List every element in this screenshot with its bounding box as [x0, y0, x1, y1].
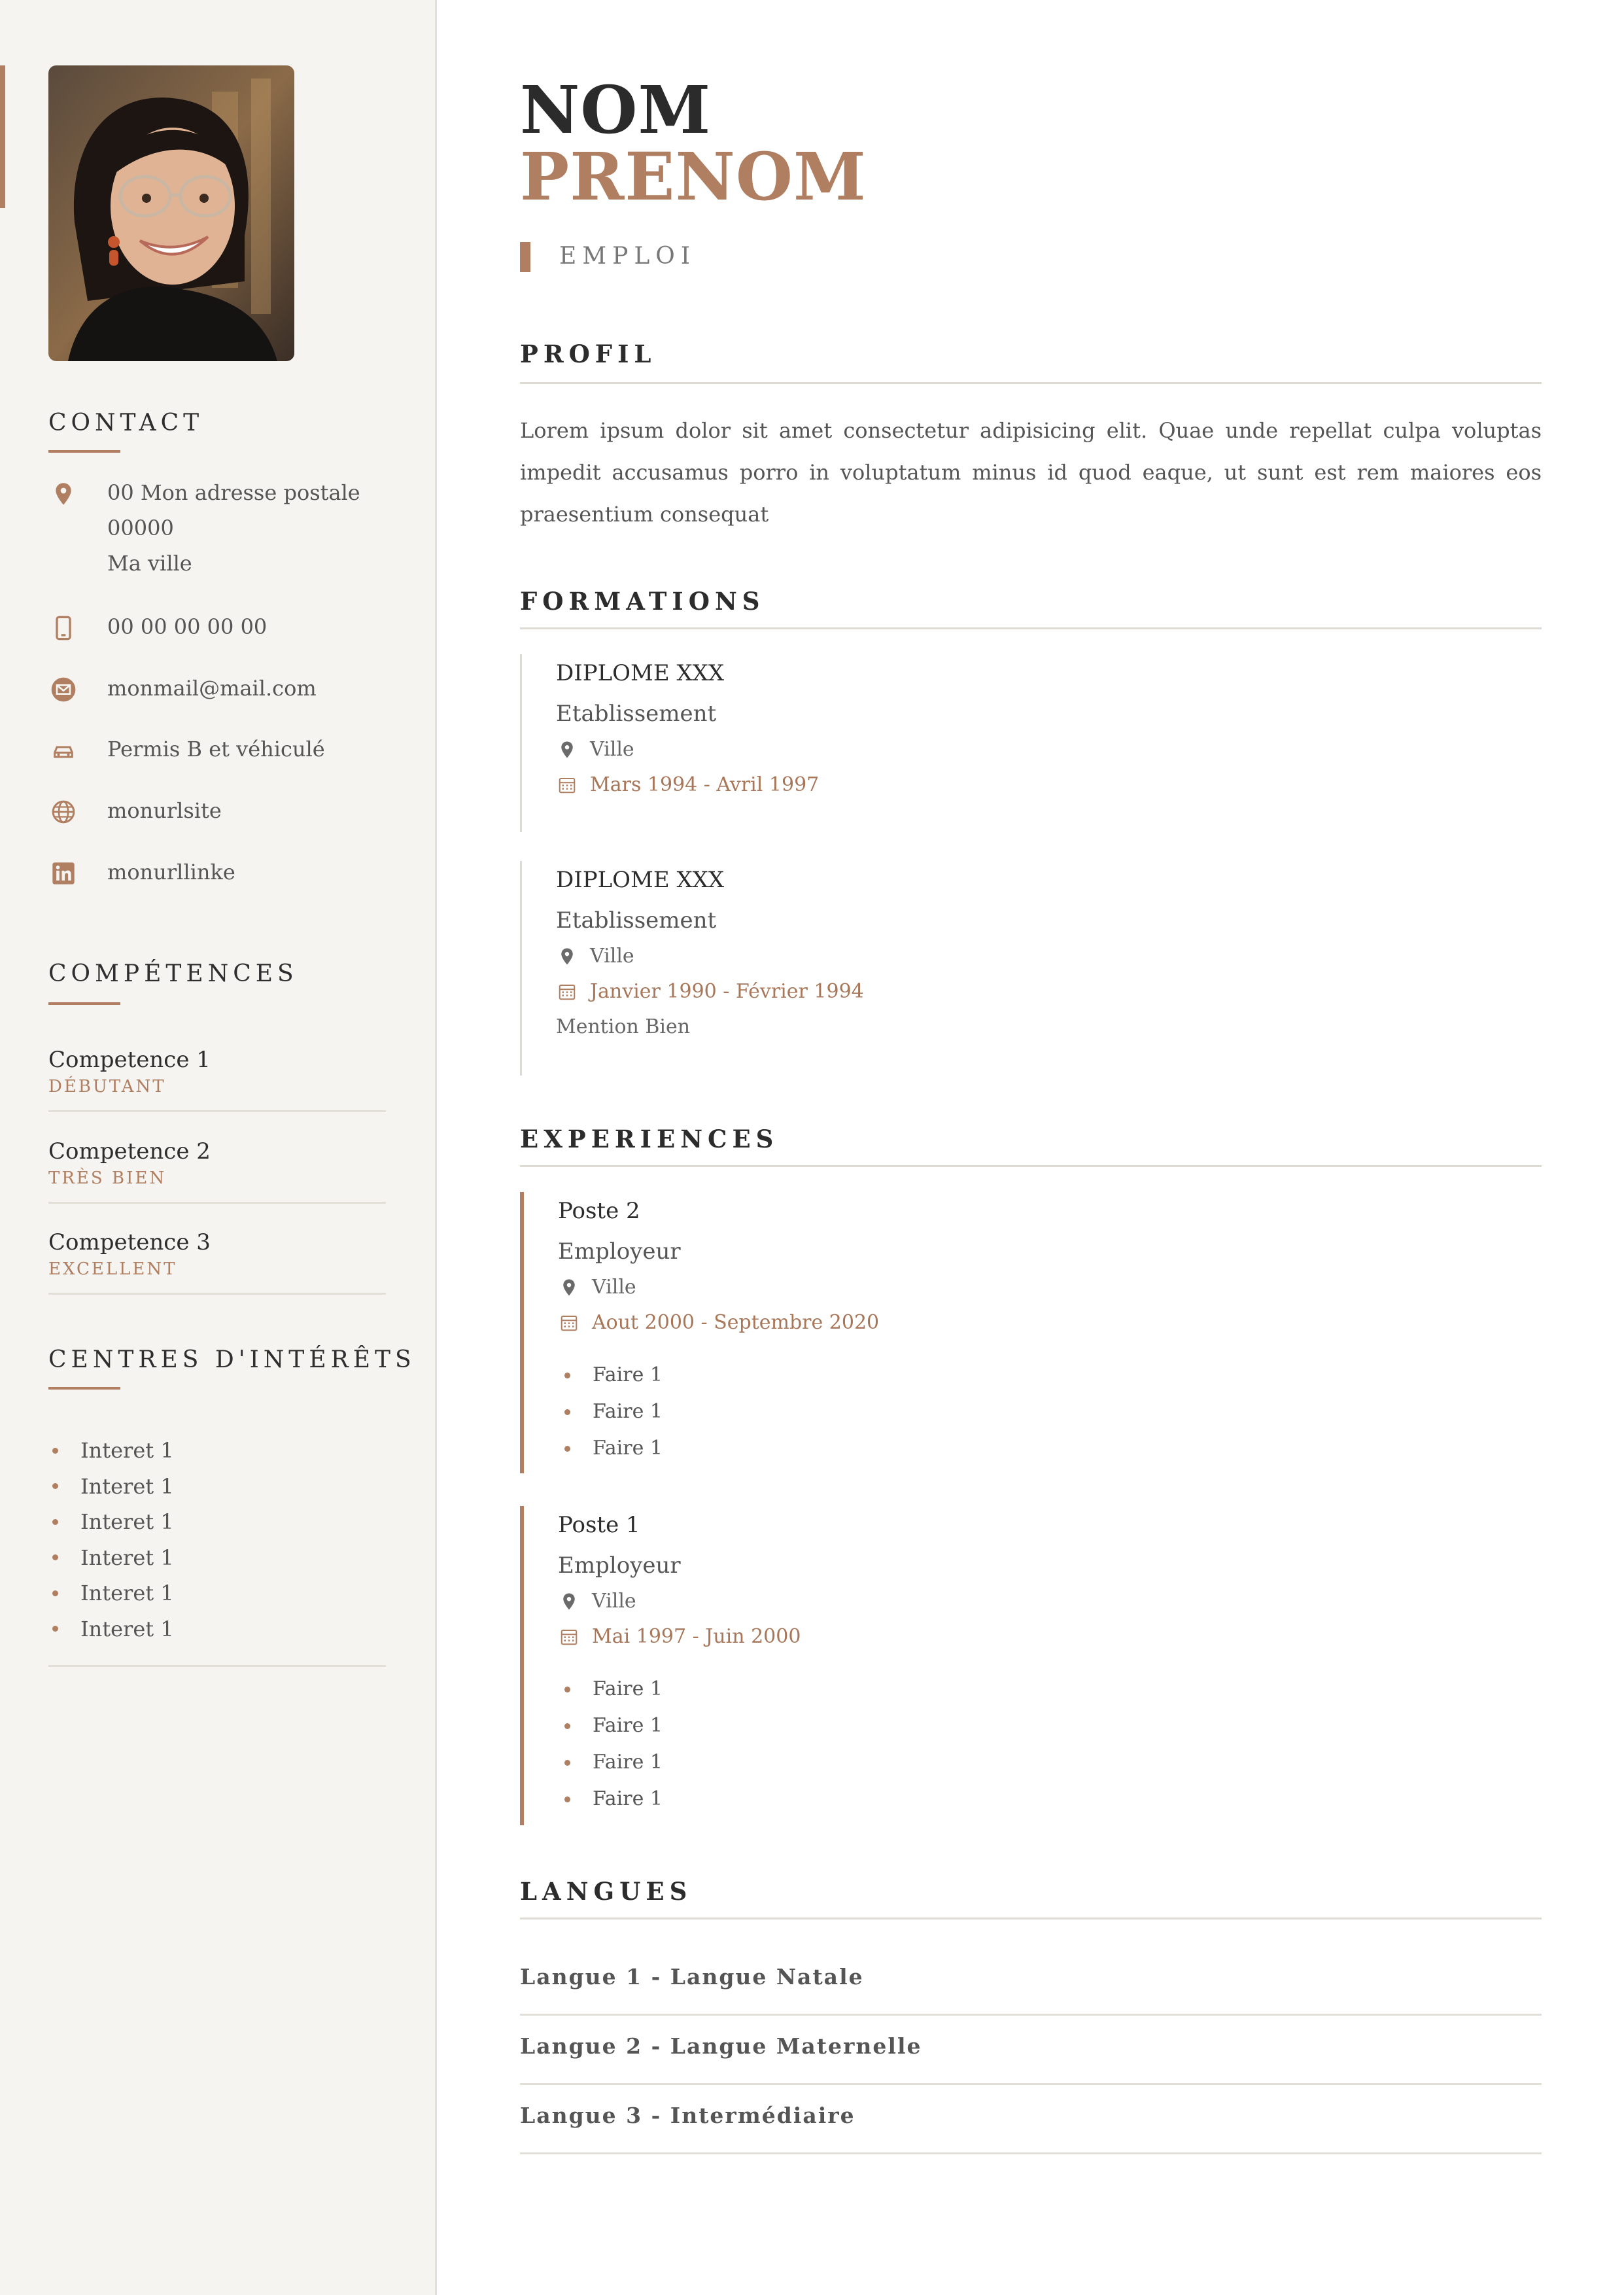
experience-dates: [558, 1308, 1501, 1337]
sidebar: [0, 0, 437, 2295]
car-icon: [48, 735, 78, 765]
sidebar-accent-bar: [0, 65, 5, 208]
skills-heading-rule: [48, 1002, 120, 1005]
skill-name: Competence 1: [48, 1047, 211, 1073]
experiences-heading: EXPERIENCES: [520, 1125, 779, 1153]
experiences-rule: [520, 1165, 1542, 1167]
languages-heading: LANGUES: [520, 1877, 693, 1906]
experience-tasks: [558, 1671, 1501, 1817]
contact-heading: CONTACT: [48, 410, 204, 436]
address-line-2: 00000: [107, 516, 174, 540]
experience-item: [520, 1192, 1501, 1473]
job-title-accent: [520, 242, 530, 272]
languages-rule: [520, 1918, 1542, 1919]
calendar-icon: [556, 981, 578, 1003]
address-line-1: 00 Mon adresse postale: [107, 480, 360, 505]
interest-item: Interet 1: [48, 1540, 386, 1576]
experience-city-text: Ville: [592, 1590, 636, 1613]
skill-name: Competence 2: [48, 1138, 211, 1165]
experience-dates: [558, 1622, 1501, 1651]
language-item: Langue 3 - Intermédiaire: [520, 2096, 1542, 2154]
calendar-icon: [558, 1626, 580, 1648]
skill-level: TRÈS BIEN: [48, 1168, 167, 1188]
formation-item: [520, 861, 1501, 1076]
experience-dates-text: Mai 1997 - Juin 2000: [592, 1625, 801, 1648]
linkedin-icon: [48, 858, 78, 888]
address-line-3: Ma ville: [107, 551, 192, 576]
interests-list: [48, 1433, 386, 1667]
contact-email: [48, 674, 415, 706]
last-name: NOM: [520, 71, 712, 149]
formations-heading: FORMATIONS: [520, 587, 765, 616]
profile-rule: [520, 382, 1542, 384]
interest-item: Interet 1: [48, 1611, 386, 1647]
experience-position: Poste 2: [558, 1198, 640, 1224]
formation-dates-text: Mars 1994 - Avril 1997: [590, 773, 820, 796]
job-title: EMPLOI: [559, 243, 697, 270]
experience-dates-text: Aout 2000 - Septembre 2020: [592, 1311, 880, 1334]
location-pin-icon: [48, 479, 78, 509]
skill-level: DÉBUTANT: [48, 1077, 166, 1096]
contact-website: [48, 797, 415, 828]
phone-number[interactable]: 00 00 00 00 00: [107, 614, 268, 639]
experience-position: Poste 1: [558, 1512, 640, 1538]
language-item: Langue 1 - Langue Natale: [520, 1957, 1542, 2016]
skill-item: [48, 1227, 386, 1295]
location-pin-icon: [556, 739, 578, 761]
driving-license: Permis B et véhiculé: [107, 737, 325, 762]
experience-tasks: [558, 1357, 1501, 1467]
experience-city: [558, 1273, 1501, 1302]
contact-address: [48, 479, 415, 581]
task-item: Faire 1: [558, 1430, 1501, 1467]
skill-item: [48, 1045, 386, 1112]
task-item: Faire 1: [558, 1357, 1501, 1393]
experience-item: [520, 1506, 1501, 1825]
formation-school: Etablissement: [556, 907, 717, 934]
email-icon: [48, 674, 78, 705]
first-name: PRENOM: [520, 138, 867, 215]
formation-dates: [556, 771, 1501, 799]
formation-mention: Mention Bien: [556, 1015, 691, 1038]
experience-employer: Employeur: [558, 1552, 681, 1579]
interests-heading-rule: [48, 1387, 120, 1390]
formation-dates: [556, 977, 1501, 1006]
profile-text: Lorem ipsum dolor sit amet consectetur adipisicing elit. Quae unde repellat culpa voluptas impedit accusamus porro in voluptatum minus id quod eaque, ut sunt est rem maiores eos praesentium consequat: [520, 418, 1542, 527]
calendar-icon: [556, 774, 578, 796]
phone-icon: [48, 613, 78, 643]
linkedin-url[interactable]: monurllinke: [107, 860, 235, 885]
contact-phone: [48, 613, 415, 644]
location-pin-icon: [558, 1276, 580, 1299]
task-item: Faire 1: [558, 1744, 1501, 1781]
formation-degree: DIPLOME XXX: [556, 660, 725, 686]
skill-item: [48, 1136, 386, 1204]
task-item: Faire 1: [558, 1393, 1501, 1430]
formation-city: [556, 735, 1501, 764]
interest-item: Interet 1: [48, 1504, 386, 1540]
skill-level: EXCELLENT: [48, 1259, 177, 1279]
task-item: Faire 1: [558, 1781, 1501, 1817]
formation-dates-text: Janvier 1990 - Février 1994: [590, 980, 864, 1003]
interest-item: Interet 1: [48, 1575, 386, 1611]
interest-item: Interet 1: [48, 1433, 386, 1469]
email-address[interactable]: monmail@mail.com: [107, 676, 317, 701]
formation-city-text: Ville: [590, 738, 634, 761]
experience-city: [558, 1587, 1501, 1616]
globe-icon: [48, 797, 78, 827]
formation-school: Etablissement: [556, 701, 717, 727]
profile-heading: PROFIL: [520, 340, 657, 368]
task-item: Faire 1: [558, 1671, 1501, 1708]
language-item: Langue 2 - Langue Maternelle: [520, 2027, 1542, 2085]
formation-city-text: Ville: [590, 945, 634, 968]
calendar-icon: [558, 1312, 580, 1334]
task-item: Faire 1: [558, 1708, 1501, 1744]
interest-item: Interet 1: [48, 1469, 386, 1505]
formation-city: [556, 942, 1501, 971]
contact-license: [48, 735, 415, 767]
formation-degree: DIPLOME XXX: [556, 867, 725, 893]
contact-linkedin: [48, 858, 415, 890]
skill-name: Competence 3: [48, 1229, 211, 1255]
skills-heading: COMPÉTENCES: [48, 960, 298, 987]
location-pin-icon: [558, 1590, 580, 1613]
contact-heading-rule: [48, 450, 120, 453]
experience-city-text: Ville: [592, 1276, 636, 1299]
formations-rule: [520, 627, 1542, 629]
experience-employer: Employeur: [558, 1238, 681, 1265]
website-url[interactable]: monurlsite: [107, 798, 222, 823]
location-pin-icon: [556, 945, 578, 968]
portrait-photo-icon: [48, 65, 294, 361]
formation-item: [520, 654, 1501, 832]
interests-heading: CENTRES D'INTÉRÊTS: [48, 1346, 416, 1373]
profile-photo: [48, 65, 294, 361]
